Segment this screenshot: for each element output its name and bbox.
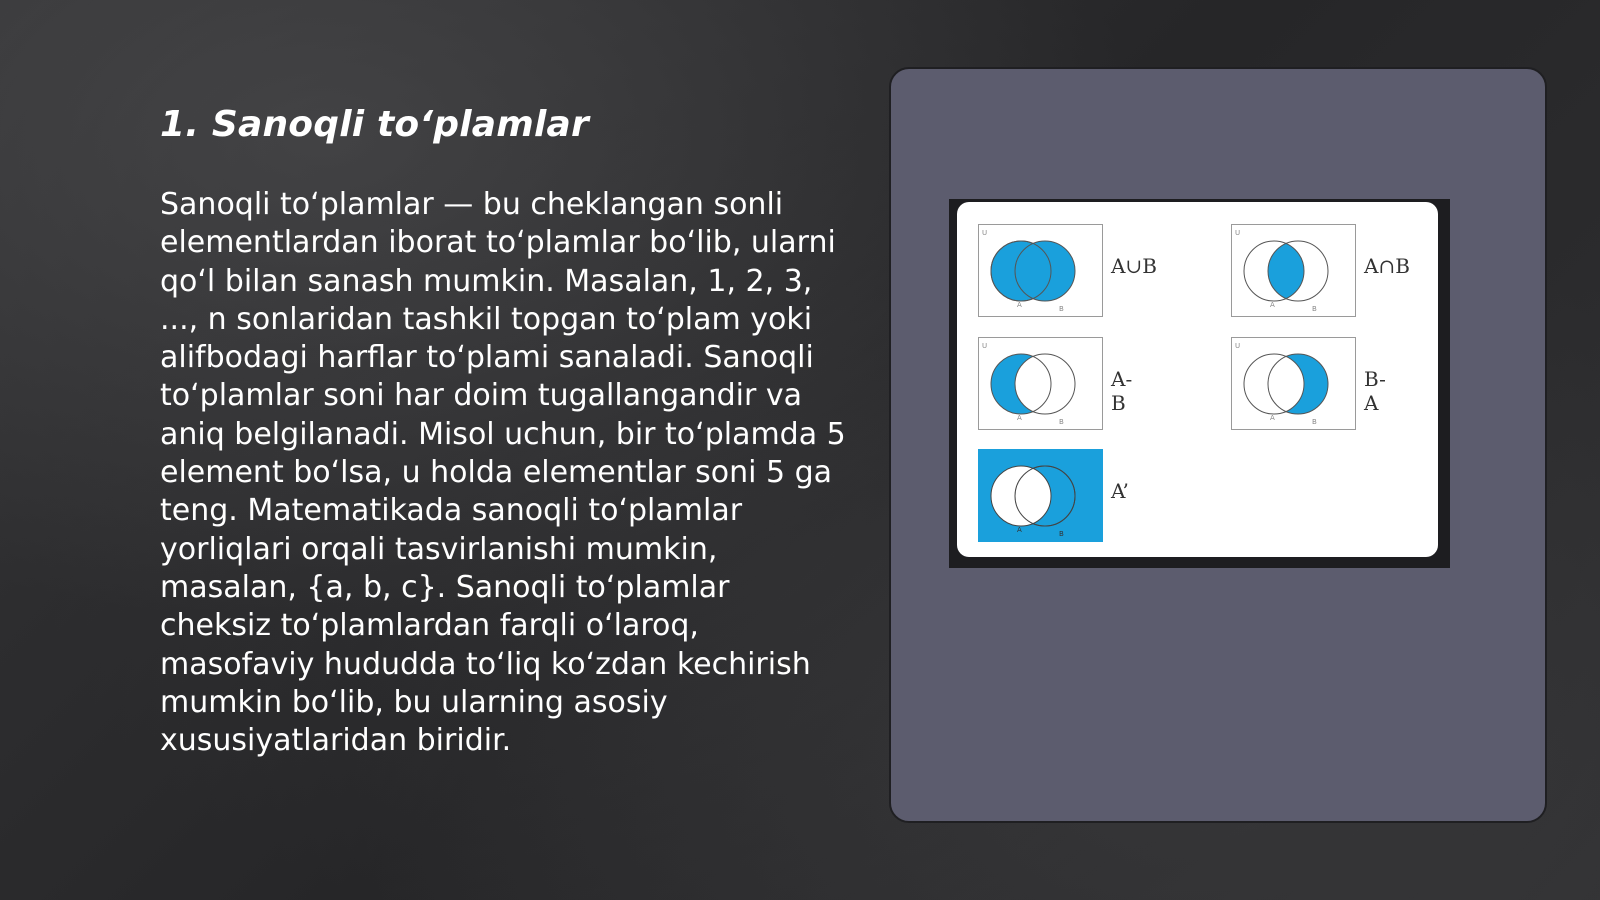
venn-union-box [978, 224, 1103, 317]
slide-title: 1. Sanoqli to‘plamlar [160, 104, 589, 145]
svg-text:U: U [982, 342, 988, 350]
svg-text:U: U [1235, 342, 1241, 350]
svg-text:A: A [1017, 414, 1022, 422]
venn-b-minus-a-box [1231, 337, 1356, 430]
set-a-label: A [1017, 301, 1022, 309]
svg-text:A: A [1017, 526, 1022, 534]
svg-text:A: A [1270, 414, 1275, 422]
venn-b-minus-a-label: B-A [1364, 367, 1386, 415]
venn-diagram-figure [949, 199, 1450, 568]
svg-text:A: A [1270, 301, 1275, 309]
venn-a-minus-b-box [978, 337, 1103, 430]
svg-text:B: B [1312, 305, 1317, 313]
venn-a-minus-b-label: A-B [1111, 367, 1133, 415]
svg-text:B: B [1059, 530, 1064, 538]
svg-text:U: U [1235, 229, 1241, 237]
set-b-label: B [1059, 305, 1064, 313]
venn-intersection-box [1231, 224, 1356, 317]
venn-intersection-label: A∩B [1364, 254, 1410, 278]
universe-label: U [982, 229, 988, 237]
svg-text:B: B [1312, 418, 1317, 426]
venn-diagram-sheet [957, 202, 1438, 557]
venn-union-label: A∪B [1111, 254, 1157, 278]
svg-text:B: B [1059, 418, 1064, 426]
slide-body-text: Sanoqli to‘plamlar — bu cheklangan sonli elementlardan iborat to‘plamlar bo‘lib, ularni qo‘l bilan sanash mumkin. Masalan, 1, 2, 3, ..., n sonlaridan tashkil topgan to‘plam yoki alifbodagi harflar to‘plami sanaladi. Sanoqli to‘plamlar soni har doim tugallangandir va aniq belgilanadi. Misol uchun, bir to‘plamda 5 element bo‘lsa, u holda elementlar soni 5 ga teng. Matematikada sanoqli to‘plamlar yorliqlari orqali tasvirlanishi mumkin, masalan, {a, b, c}. Sanoqli to‘plamlar cheksiz to‘plamlardan farqli o‘laroq, masofaviy hududda to‘liq ko‘zdan kechirish mumkin bo‘lib, bu ularning asosiy xususiyatlaridan biridir. [160, 187, 846, 759]
venn-complement-box [978, 449, 1103, 542]
venn-complement-label: A’ [1111, 479, 1129, 503]
